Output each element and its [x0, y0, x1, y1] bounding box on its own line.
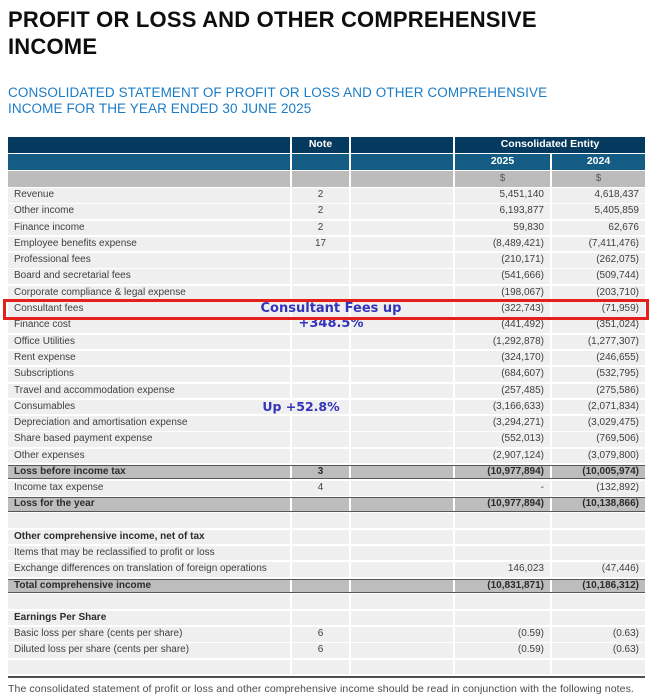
table-row	[8, 497, 645, 511]
cell-mid	[351, 400, 453, 415]
cell-label: Earnings Per Share	[8, 611, 290, 626]
cell-note	[292, 351, 349, 366]
cell-y1: (10,831,871)	[455, 580, 550, 592]
table-row	[8, 204, 645, 219]
cell-mid	[351, 253, 453, 268]
cell-note	[292, 400, 349, 415]
cell-label: Consumables	[8, 400, 290, 415]
cell-note: 17	[292, 237, 349, 252]
table-row	[8, 627, 645, 642]
cell-note	[292, 580, 349, 592]
cell-mid	[351, 188, 453, 203]
cell-y1: (684,607)	[455, 367, 550, 382]
cell-mid	[351, 416, 453, 431]
cell-y2: (203,710)	[552, 286, 645, 301]
cell-note	[292, 367, 349, 382]
cell-note	[292, 498, 349, 510]
cell-note: 2	[292, 188, 349, 203]
cell-label: Diluted loss per share (cents per share)	[8, 643, 290, 658]
cell-y2: (1,277,307)	[552, 335, 645, 350]
header-group-cell: Consolidated Entity	[455, 137, 645, 153]
table-row	[8, 351, 645, 366]
cell-y2: (246,655)	[552, 351, 645, 366]
table-row	[8, 188, 645, 203]
cell-y2: (3,029,475)	[552, 416, 645, 431]
table-row	[8, 400, 645, 415]
statement-subtitle	[8, 85, 643, 117]
cell-note	[292, 253, 349, 268]
table-row	[8, 449, 645, 464]
statement-table-body	[8, 188, 645, 674]
cell-note: 6	[292, 627, 349, 642]
annotation-consumables: Up +52.8%	[262, 398, 340, 414]
cell-y2: 5,405,859	[552, 204, 645, 219]
cell-label: Items that may be reclassified to profit or loss	[8, 546, 290, 561]
table-row	[8, 660, 645, 675]
table-row	[8, 253, 645, 268]
table-row	[8, 579, 645, 593]
cell-y1: (322,743)	[455, 302, 550, 317]
table-row	[8, 562, 645, 577]
cell-mid	[351, 580, 453, 592]
cell-label: Other expenses	[8, 449, 290, 464]
cell-y2: (0.63)	[552, 627, 645, 642]
statement-subtitle-line2: INCOME FOR THE YEAR ENDED 30 JUNE 2025	[8, 101, 312, 116]
cell-label: Revenue	[8, 188, 290, 203]
cell-label: Employee benefits expense	[8, 237, 290, 252]
cell-y2	[552, 594, 645, 609]
header-mid-cell	[351, 154, 453, 170]
cell-y1	[455, 660, 550, 675]
table-row	[8, 594, 645, 609]
cell-y2: 62,676	[552, 221, 645, 236]
cell-y2: (2,071,834)	[552, 400, 645, 415]
cell-mid	[351, 466, 453, 478]
cell-note	[292, 384, 349, 399]
cell-mid	[351, 221, 453, 236]
cell-y1: 146,023	[455, 562, 550, 577]
cell-mid	[351, 449, 453, 464]
annotation-consultant: Consultant Fees up +348.5%	[260, 301, 402, 331]
table-bottom-rule	[8, 676, 645, 678]
cell-y2	[552, 546, 645, 561]
header-label-cell	[8, 154, 290, 170]
cell-mid	[351, 384, 453, 399]
table-row	[8, 367, 645, 382]
cell-note	[292, 335, 349, 350]
table-row	[8, 384, 645, 399]
cell-label	[8, 660, 290, 675]
statement-subtitle-line1: CONSOLIDATED STATEMENT OF PROFIT OR LOSS AND OTHER COMPREHENSIVE	[8, 85, 548, 100]
cell-y2: (3,079,800)	[552, 449, 645, 464]
cell-mid	[351, 660, 453, 675]
cell-note	[292, 546, 349, 561]
cell-label: Depreciation and amortisation expense	[8, 416, 290, 431]
cell-note	[292, 562, 349, 577]
cell-mid	[351, 318, 453, 333]
cell-note: 3	[292, 466, 349, 478]
cell-label: Travel and accommodation expense	[8, 384, 290, 399]
cell-mid	[351, 594, 453, 609]
table-row	[8, 611, 645, 626]
cell-y2	[552, 611, 645, 626]
cell-note: 6	[292, 643, 349, 658]
cell-y1: (0.59)	[455, 643, 550, 658]
cell-y2: (47,446)	[552, 562, 645, 577]
cell-y2: (769,506)	[552, 432, 645, 447]
cell-y1: (210,171)	[455, 253, 550, 268]
table-row	[8, 481, 645, 496]
cell-y1: (10,977,894)	[455, 466, 550, 478]
cell-label: Professional fees	[8, 253, 290, 268]
cell-mid	[351, 335, 453, 350]
cell-label	[8, 513, 290, 528]
table-row	[8, 286, 645, 301]
currency-year2-cell: $	[552, 171, 645, 187]
cell-y2: (262,075)	[552, 253, 645, 268]
cell-mid	[351, 513, 453, 528]
cell-label: Exchange differences on translation of foreign operations	[8, 562, 290, 577]
table-row	[8, 530, 645, 545]
cell-label: Income tax expense	[8, 481, 290, 496]
cell-y1: (1,292,878)	[455, 335, 550, 350]
cell-y1: (10,977,894)	[455, 498, 550, 510]
header-mid-cell	[351, 137, 453, 153]
table-row	[8, 221, 645, 236]
cell-y2: 4,618,437	[552, 188, 645, 203]
cell-y2: (71,959)	[552, 302, 645, 317]
cell-mid	[351, 481, 453, 496]
cell-label: Corporate compliance & legal expense	[8, 286, 290, 301]
cell-label: Other comprehensive income, net of tax	[8, 530, 290, 545]
cell-note: 4	[292, 481, 349, 496]
cell-y1: (2,907,124)	[455, 449, 550, 464]
cell-label: Other income	[8, 204, 290, 219]
cell-y2	[552, 513, 645, 528]
page-title: PROFIT OR LOSS AND OTHER COMPREHENSIVE INCOME	[8, 7, 537, 59]
cell-mid	[351, 367, 453, 382]
header-note-cell: Note	[292, 137, 349, 153]
cell-label: Office Utilities	[8, 335, 290, 350]
currency-year1-cell: $	[455, 171, 550, 187]
cell-label: Loss before income tax	[8, 466, 290, 478]
cell-mid	[351, 237, 453, 252]
cell-note	[292, 530, 349, 545]
cell-y2: (0.63)	[552, 643, 645, 658]
cell-y1: (257,485)	[455, 384, 550, 399]
cell-mid	[351, 562, 453, 577]
table-row	[8, 432, 645, 447]
table-row	[8, 269, 645, 284]
cell-label: Loss for the year	[8, 498, 290, 510]
cell-y1	[455, 546, 550, 561]
table-row	[8, 416, 645, 431]
cell-y1	[455, 530, 550, 545]
cell-y1: (441,492)	[455, 318, 550, 333]
cell-note	[292, 416, 349, 431]
cell-label: Finance income	[8, 221, 290, 236]
cell-note	[292, 302, 349, 317]
cell-y1: (8,489,421)	[455, 237, 550, 252]
table-row	[8, 318, 645, 333]
table-row	[8, 513, 645, 528]
table-row	[8, 546, 645, 561]
cell-y1	[455, 594, 550, 609]
currency-mid-cell	[351, 171, 453, 187]
currency-note-cell	[292, 171, 349, 187]
cell-y1: (541,666)	[455, 269, 550, 284]
cell-label: Finance cost	[8, 318, 290, 333]
cell-y2	[552, 530, 645, 545]
cell-y1: (198,067)	[455, 286, 550, 301]
header-label-cell	[8, 137, 290, 153]
cell-y2: (10,138,866)	[552, 498, 645, 510]
cell-note	[292, 611, 349, 626]
header-year2-cell: 2024	[552, 154, 645, 170]
table-row	[8, 643, 645, 658]
cell-note	[292, 432, 349, 447]
cell-y2: (351,024)	[552, 318, 645, 333]
cell-mid	[351, 530, 453, 545]
cell-label: Basic loss per share (cents per share)	[8, 627, 290, 642]
cell-y1: (0.59)	[455, 627, 550, 642]
table-row	[8, 237, 645, 252]
cell-label: Consultant fees	[8, 302, 290, 317]
cell-y2: (10,005,974)	[552, 466, 645, 478]
cell-y2	[552, 660, 645, 675]
cell-y1: (3,294,271)	[455, 416, 550, 431]
cell-note	[292, 513, 349, 528]
cell-y2: (10,186,312)	[552, 580, 645, 592]
cell-mid	[351, 286, 453, 301]
cell-mid	[351, 302, 453, 317]
cell-note: 2	[292, 204, 349, 219]
cell-mid	[351, 643, 453, 658]
cell-label: Subscriptions	[8, 367, 290, 382]
cell-label: Share based payment expense	[8, 432, 290, 447]
cell-y1: (324,170)	[455, 351, 550, 366]
cell-y1: -	[455, 481, 550, 496]
cell-mid	[351, 546, 453, 561]
cell-note: 2	[292, 221, 349, 236]
cell-y1	[455, 611, 550, 626]
cell-mid	[351, 432, 453, 447]
cell-y1: 59,830	[455, 221, 550, 236]
cell-note	[292, 269, 349, 284]
cell-y2: (132,892)	[552, 481, 645, 496]
cell-label: Rent expense	[8, 351, 290, 366]
header-note-cell	[292, 154, 349, 170]
table-row	[8, 465, 645, 479]
cell-note	[292, 660, 349, 675]
cell-label: Board and secretarial fees	[8, 269, 290, 284]
cell-label: Total comprehensive income	[8, 580, 290, 592]
cell-y2: (275,586)	[552, 384, 645, 399]
cell-y1: (552,013)	[455, 432, 550, 447]
table-header-row-currency	[8, 171, 645, 187]
cell-label	[8, 594, 290, 609]
cell-y2: (532,795)	[552, 367, 645, 382]
cell-mid	[351, 204, 453, 219]
cell-y1: 6,193,877	[455, 204, 550, 219]
cell-mid	[351, 611, 453, 626]
cell-y1: (3,166,633)	[455, 400, 550, 415]
cell-y2: (509,744)	[552, 269, 645, 284]
header-year1-cell: 2025	[455, 154, 550, 170]
cell-mid	[351, 269, 453, 284]
cell-y1	[455, 513, 550, 528]
table-header-row-years	[8, 154, 645, 170]
cell-note	[292, 594, 349, 609]
cell-mid	[351, 351, 453, 366]
footer-note: The consolidated statement of profit or loss and other comprehensive income should be read in conjunction with the following notes.	[8, 682, 634, 695]
statement-table	[8, 137, 645, 674]
cell-note	[292, 449, 349, 464]
currency-label-cell	[8, 171, 290, 187]
table-header-row-group	[8, 137, 645, 153]
cell-mid	[351, 627, 453, 642]
cell-y2: (7,411,476)	[552, 237, 645, 252]
table-row	[8, 335, 645, 350]
cell-note	[292, 318, 349, 333]
cell-y1: 5,451,140	[455, 188, 550, 203]
cell-mid	[351, 498, 453, 510]
cell-note	[292, 286, 349, 301]
